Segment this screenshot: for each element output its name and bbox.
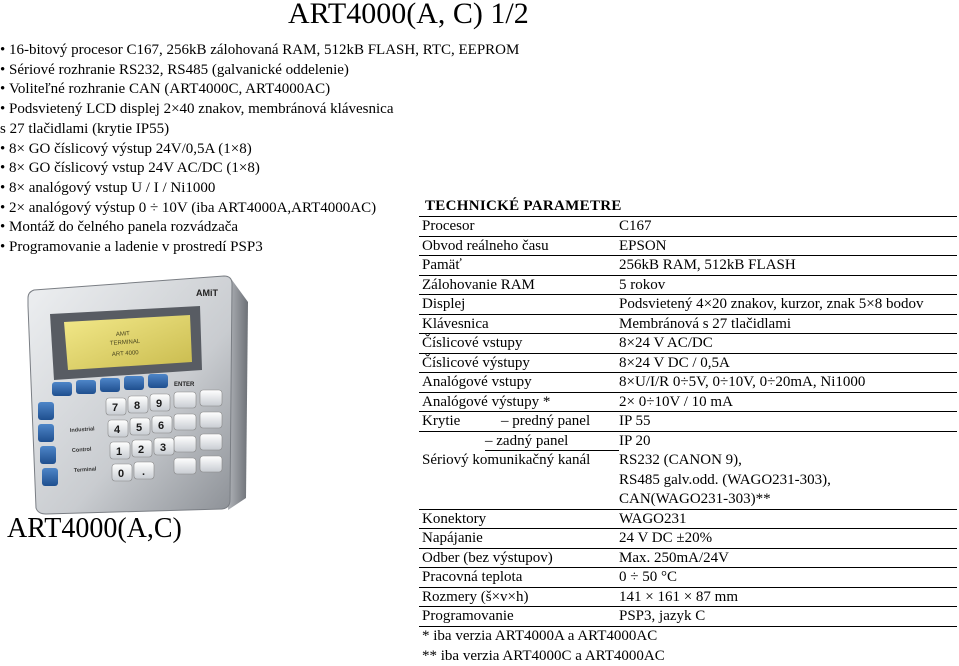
key[interactable]: [174, 414, 196, 430]
device-side-label: Industrial: [69, 426, 95, 434]
spec-heading: TECHNICKÉ PARAMETRE: [419, 196, 957, 217]
key[interactable]: [200, 390, 222, 406]
function-key[interactable]: [148, 374, 168, 388]
feature-item: • 8× GO číslicový výstup 24V/0,5A (1×8): [0, 140, 252, 157]
function-key[interactable]: [40, 446, 56, 464]
page-title: ART4000(A, C) 1/2: [288, 0, 529, 30]
enter-key[interactable]: [174, 392, 196, 408]
key[interactable]: [200, 434, 222, 450]
feature-item: • 2× analógový výstup 0 ÷ 10V (iba ART4000A,ART4000AC): [0, 199, 377, 216]
device-brand: AMiT: [196, 288, 218, 298]
lcd-text: ART 4000: [111, 350, 139, 358]
key-label: 5: [136, 422, 143, 434]
spec-row: Procesor C167: [419, 217, 957, 237]
device-side-label: Terminal: [73, 466, 97, 474]
feature-item: • Programovanie a ladenie v prostredí PSP3: [0, 239, 263, 256]
footnote: * iba verzia ART4000A a ART4000AC: [422, 627, 658, 644]
key-label: 7: [112, 402, 119, 414]
photo-caption: ART4000(A,C): [7, 513, 182, 544]
spec-row: Pamäť 256kB RAM, 512kB FLASH: [419, 256, 957, 276]
device-side-label: Control: [71, 446, 92, 454]
feature-item: • 8× analógový vstup U / I / Ni1000: [0, 179, 216, 196]
key[interactable]: [174, 436, 196, 452]
spec-row: Klávesnica Membránová s 27 tlačidlami: [419, 315, 957, 335]
feature-item: • Voliteľné rozhranie CAN (ART4000C, ART4000AC): [0, 81, 331, 98]
spec-row: Displej Podsvietený 4×20 znakov, kurzor, znak 5×8 bodov: [419, 295, 957, 315]
spec-table: [419, 196, 957, 666]
spec-row: Rozmery (š×v×h) 141 × 161 × 87 mm: [419, 588, 957, 608]
spec-row: Analógové výstupy * 2× 0÷10V / 10 mA: [419, 393, 957, 413]
feature-item: • Montáž do čelného panela rozvádzača: [0, 219, 239, 236]
spec-row: Pracovná teplota 0 ÷ 50 °C: [419, 568, 957, 588]
function-key[interactable]: [76, 380, 96, 394]
key-label: 0: [118, 468, 125, 480]
function-key[interactable]: [52, 382, 72, 396]
lcd-text: TERMINAL: [109, 338, 141, 347]
spec-row: Odber (bez výstupov) Max. 250mA/24V: [419, 549, 957, 569]
spec-row-serial: RS485 galv.odd. (WAGO231-303),: [619, 471, 831, 488]
feature-item: • 8× GO číslicový vstup 24V AC/DC (1×8): [0, 160, 260, 177]
function-key[interactable]: [100, 378, 120, 392]
key[interactable]: [174, 458, 196, 474]
function-key[interactable]: [42, 468, 58, 486]
key-label: 3: [160, 442, 167, 454]
spec-row-serial: CAN(WAGO231-303)**: [419, 490, 957, 510]
feature-item: • Sériové rozhranie RS232, RS485 (galvanické oddelenie): [0, 61, 349, 78]
function-key[interactable]: [38, 402, 54, 420]
spec-row-krytie: – zadný panel IP 20: [419, 432, 957, 452]
feature-item-continuation: s 27 tlačidlami (krytie IP55): [0, 120, 170, 137]
spec-row: Zálohovanie RAM 5 rokov: [419, 276, 957, 296]
key-label: 8: [134, 400, 141, 412]
feature-item: • 16-bitový procesor C167, 256kB zálohovaná RAM, 512kB FLASH, RTC, EEPROM: [0, 42, 520, 58]
key-label: 9: [156, 398, 163, 410]
spec-row: Analógové vstupy 8×U/I/R 0÷5V, 0÷10V, 0÷20mA, Ni1000: [419, 373, 957, 393]
footnote: ** iba verzia ART4000C a ART4000AC: [422, 647, 665, 664]
spec-row: Konektory WAGO231: [419, 510, 957, 530]
spec-row-krytie: Krytie – predný panel IP 55: [419, 412, 957, 432]
key[interactable]: [200, 456, 222, 472]
spec-row: Obvod reálneho času EPSON: [419, 237, 957, 257]
key-label: 2: [138, 444, 145, 456]
device-photo: [24, 262, 250, 515]
key-label: .: [142, 466, 146, 478]
key[interactable]: [200, 412, 222, 428]
spec-row: Číslicové výstupy 8×24 V DC / 0,5A: [419, 354, 957, 374]
key-label: 6: [158, 420, 165, 432]
key-label: 4: [114, 424, 121, 436]
spec-row: Napájanie 24 V DC ±20%: [419, 529, 957, 549]
feature-item: • Podsvietený LCD displej 2×40 znakov, membránová klávesnica: [0, 101, 394, 118]
lcd-text: AMiT: [115, 331, 131, 338]
spec-row: Číslicové vstupy 8×24 V AC/DC: [419, 334, 957, 354]
spec-row: Programovanie PSP3, jazyk C: [419, 607, 957, 627]
function-key[interactable]: [124, 376, 144, 390]
enter-label: ENTER: [174, 382, 195, 388]
function-key[interactable]: [38, 424, 54, 442]
spec-row-serial: Sériový komunikačný kanál RS232 (CANON 9),: [422, 452, 742, 468]
key-label: 1: [116, 446, 123, 458]
